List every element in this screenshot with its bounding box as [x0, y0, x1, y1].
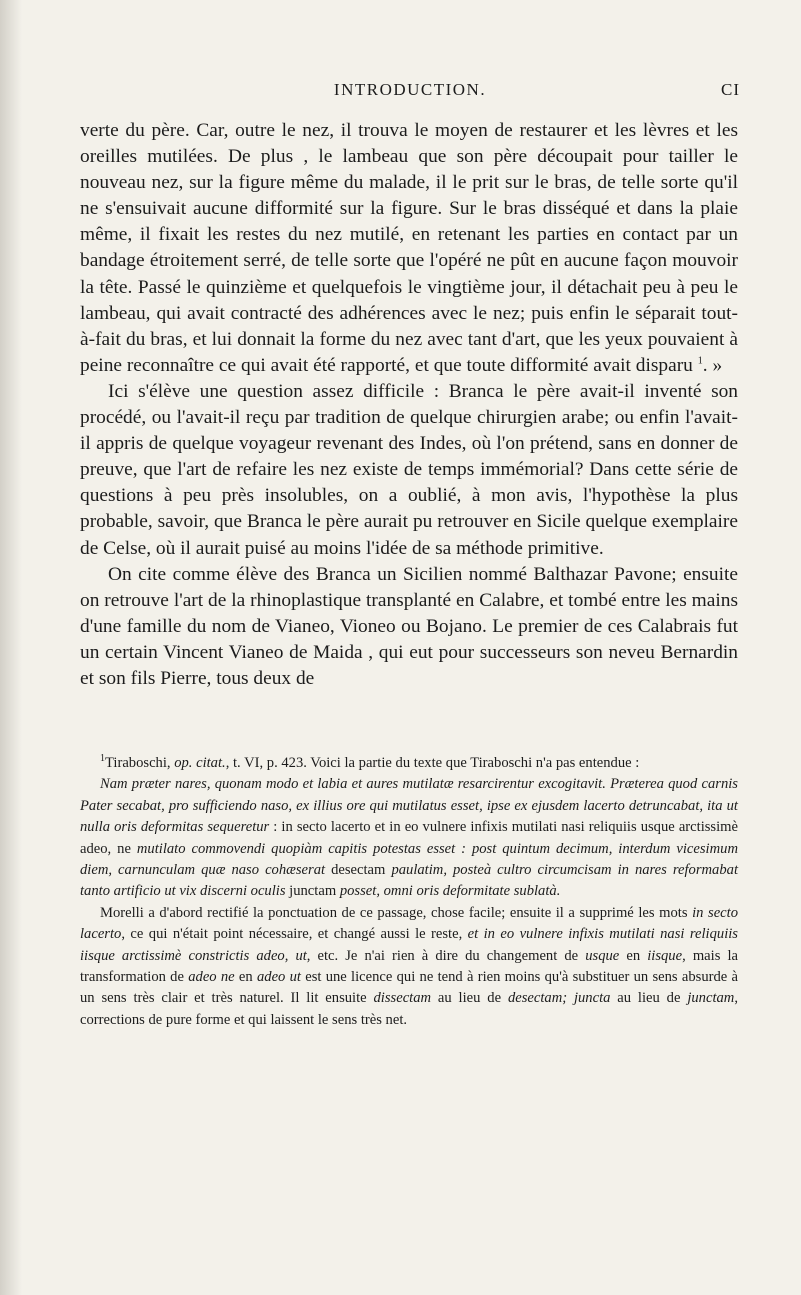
latin-quote-part-7: posset, omni oris deformitate sublatà.	[339, 883, 561, 900]
latin-quote-part-1: Nam præter nares, quonam modo et labia et aures mutilatæ resarcirentur excogitavit. Præterea quod carnis Pater secabat, pro sufficiendo naso, ex illius ore qui mutilatus esset, ipse ex ejusdem lacerto detruncabat, ita ut nulla oris deformitas sequeretur	[80, 776, 738, 836]
morelli-part-14: dissectam	[373, 990, 432, 1007]
page-header	[80, 80, 740, 104]
footnote-ref-1: 1	[697, 355, 703, 367]
footnote-1-text: Tiraboschi,	[105, 755, 175, 771]
morelli-part-9: , mais la transformation de	[80, 947, 738, 986]
footnote-1-rest: , t. VI, p. 423. Voici la partie du texte que Tiraboschi n'a pas entendue :	[225, 755, 640, 771]
paragraph-2: Ici s'élève une question assez difficile : Branca le père avait-il inventé son procédé, ou l'avait-il reçu par tradition de quelque chirurgien arabe; ou enfin l'avait-il appris de quelque voyageur revenant des Indes, où l'on prétend, sans en donner de preuve, que l'art de refaire les nez existe de temps immémorial? Dans cette série de questions à peu près insolubles, on a oublié, à mon avis, l'hypothèse la plus probable, savoir, que Branca le père aurait pu retrouver en Sicile quelque exemplaire de Celse, où il aurait puisé au moins l'idée de sa méthode primitive.	[80, 380, 738, 559]
footnotes	[80, 753, 738, 1031]
paragraph-1-text: verte du père. Car, outre le nez, il trouva le moyen de restaurer et les lèvres et les oreilles mutilées. De plus , le lambeau que son père découpait pour tailler le nouveau nez, sur la figure même du malade, il le prit sur le bras, de telle sorte qu'il ne s'ensuivait aucune difformité sur la figure. Sur le bras disséqué et dans la plaie même, il fixait les restes du nez mutilé, en retenant les parties en contact par un bandage étroitement serré, de telle sorte que l'opéré ne pût en aucune façon mouvoir la tête. Passé le quinzième et quelquefois le vingtième jour, il détachait peu à peu le lambeau, qui avait contracté des adhérences avec le nez; puis enfin le séparait tout-à-fait du bras, et lui donnait la forme du nez avec tant d'art, que les yeux pouvaient à peine reconnaître ce qui avait été rapporté, et que toute difformité avait disparu	[80, 120, 738, 376]
latin-quote-part-4: desectam	[325, 862, 392, 879]
running-head: INTRODUCTION.	[333, 80, 487, 99]
morelli-part-2: in secto lacerto	[80, 904, 738, 943]
latin-quote-part-6: junctam	[285, 883, 340, 900]
paragraph-3: On cite comme élève des Branca un Sicilien nommé Balthazar Pavone; ensuite on retrouve l'art de la rhinoplastique transplanté en Calabre, et tombé entre les mains d'une famille du nom de Vianeo, Vioneo ou Bojano. Le premier de ces Calabrais fut un certain Vincent Vianeo de Maida , qui eut pour successeurs son neveu Bernardin et son fils Pierre, tous deux de	[80, 563, 738, 689]
morelli-part-5: , etc. Je n'ai rien à dire du changement de	[306, 947, 586, 964]
morelli-part-15: au lieu de	[431, 990, 508, 1007]
morelli-part-16: desectam; juncta	[507, 990, 611, 1007]
paragraph-1	[80, 118, 738, 379]
morelli-part-11: en	[234, 969, 257, 986]
paragraph-1-end: . »	[702, 354, 723, 376]
page-number: CI	[721, 80, 740, 99]
footnote-1	[80, 753, 738, 774]
morelli-part-12: adeo ut	[256, 969, 301, 986]
footnote-1-op-cit: op. citat.	[174, 755, 226, 771]
main-text	[80, 118, 738, 692]
morelli-part-13: est une licence qui ne tend à rien moins qu'à substituer un sens absurde à un sens très clair et très naturel. Il lit ensuite	[80, 969, 739, 1007]
latin-quote-part-2: : in secto lacerto et in eo vulnere infixis mutilati nasi reliquiis usque arctissimè adeo, ne	[80, 819, 738, 857]
latin-quote-part-5: paulatim, posteà cultro circumcisam in nares reformabat tanto artificio ut vix discerni oculis	[80, 862, 739, 900]
morelli-part-6: usque	[585, 947, 620, 964]
morelli-part-17: au lieu de	[610, 990, 688, 1007]
morelli-part-4: et in eo vulnere infixis mutilati nasi reliquiis iisque arctissimè constrictis adeo, ut	[80, 926, 738, 964]
morelli-part-8: iisque	[647, 947, 683, 964]
morelli-part-7: en	[619, 947, 648, 964]
morelli-part-19: , corrections de pure forme et qui laissent le sens très net.	[80, 990, 738, 1028]
morelli-part-1: Morelli a d'abord rectifié la ponctuation de ce passage, chose facile; ensuite il a supprimé les mots	[100, 904, 693, 921]
footnote-latin-quote	[80, 774, 738, 902]
morelli-part-3: , ce qui n'était point nécessaire, et changé aussi le reste,	[121, 926, 468, 943]
morelli-part-18: junctam	[687, 990, 735, 1007]
morelli-part-10: adeo ne	[188, 969, 235, 986]
footnote-morelli	[80, 903, 738, 1031]
binding-shadow	[0, 0, 22, 1295]
footnote-1-mark: 1	[100, 753, 105, 765]
latin-quote-part-3: mutilato commovendi quopiàm capitis potestas esset : post quintum decimum, interdum vicesimum diem, carnunculam quæ naso cohæserat	[80, 840, 738, 879]
